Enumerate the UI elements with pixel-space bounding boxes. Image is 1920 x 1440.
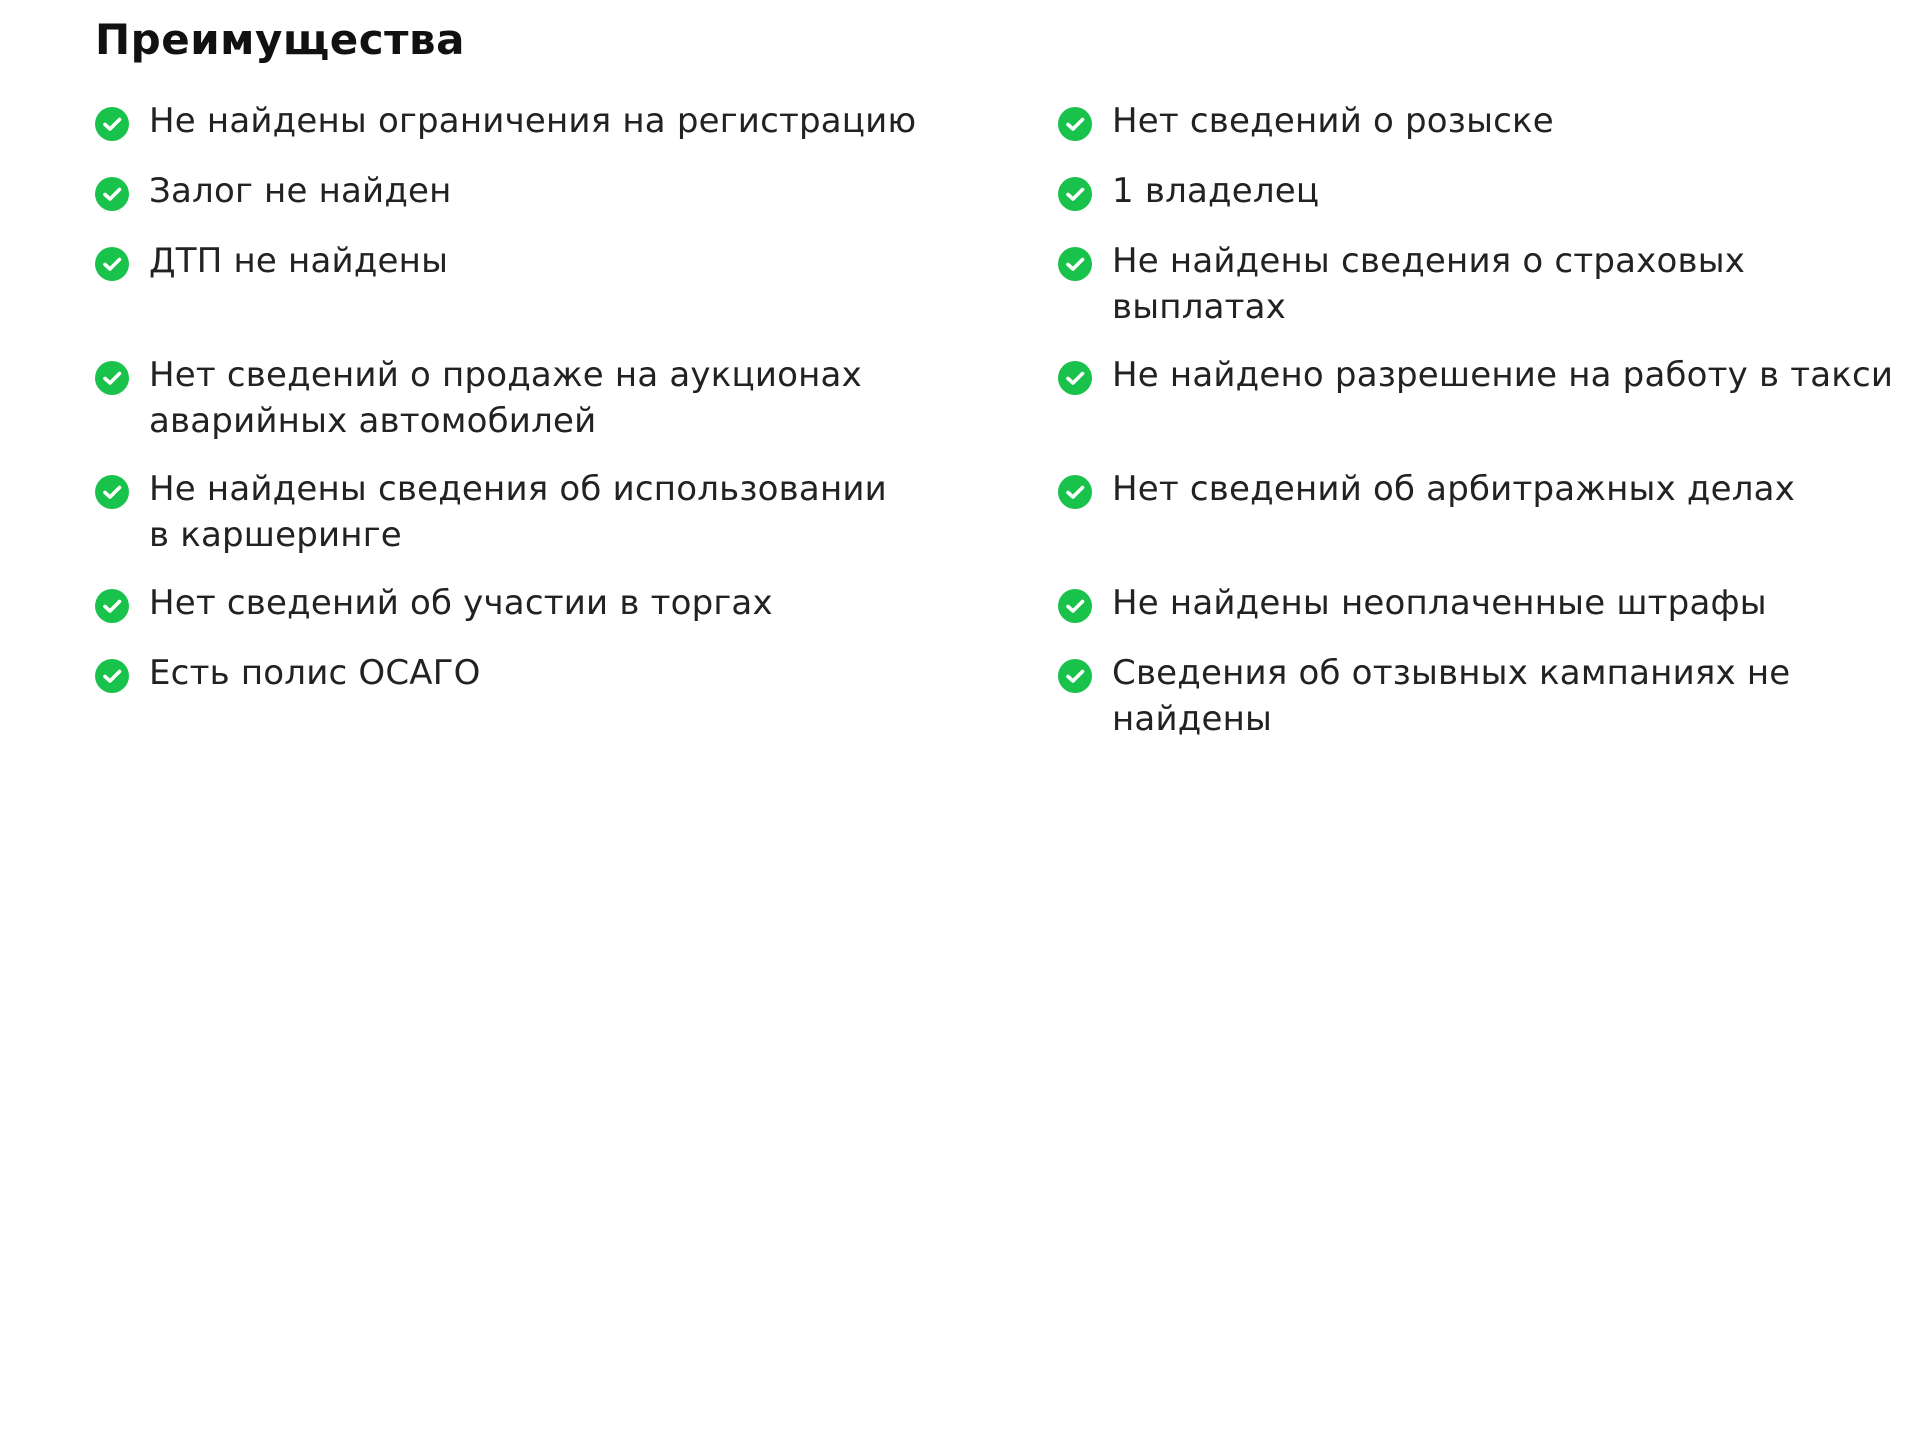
advantage-label: Сведения об отзывных кампаниях не найдены	[1112, 653, 1791, 739]
advantage-label: Нет сведений об участии в торгах	[149, 583, 773, 623]
advantages-section	[95, 14, 1920, 739]
advantage-label: Не найдены сведения о страховых выплатах	[1112, 241, 1746, 327]
advantage-item	[95, 580, 1058, 628]
advantage-item	[95, 238, 1058, 330]
advantage-item	[95, 98, 1058, 146]
advantage-item	[1058, 580, 1920, 628]
advantage-label: ДТП не найдены	[149, 241, 449, 281]
advantage-label: Есть полис ОСАГО	[149, 653, 481, 693]
advantage-item	[1058, 466, 1920, 558]
check-circle-icon	[95, 475, 129, 509]
advantage-label: Залог не найден	[149, 171, 452, 211]
advantage-label: 1 владелец	[1112, 171, 1320, 211]
check-circle-icon	[1058, 177, 1092, 211]
advantage-item	[95, 168, 1058, 216]
check-circle-icon	[1058, 247, 1092, 281]
section-title: Преимущества	[95, 15, 465, 64]
advantage-item	[1058, 98, 1920, 146]
advantage-label: Не найдены неоплаченные штрафы	[1112, 583, 1767, 623]
check-circle-icon	[1058, 589, 1092, 623]
advantage-item	[95, 352, 1058, 444]
check-circle-icon	[95, 659, 129, 693]
check-circle-icon	[1058, 659, 1092, 693]
check-circle-icon	[95, 177, 129, 211]
check-circle-icon	[1058, 475, 1092, 509]
advantage-label: Не найдены сведения об использовании в каршеринге	[149, 469, 887, 555]
advantage-item	[95, 650, 1058, 742]
check-circle-icon	[95, 589, 129, 623]
check-circle-icon	[95, 361, 129, 395]
check-circle-icon	[1058, 107, 1092, 141]
advantages-grid	[95, 98, 1920, 764]
advantage-item	[1058, 352, 1920, 444]
check-circle-icon	[95, 247, 129, 281]
check-circle-icon	[95, 107, 129, 141]
advantage-item	[1058, 238, 1920, 330]
advantage-label: Не найдено разрешение на работу в такси	[1112, 355, 1894, 395]
check-circle-icon	[1058, 361, 1092, 395]
advantage-label: Нет сведений о розыске	[1112, 101, 1554, 141]
advantage-label: Не найдены ограничения на регистрацию	[149, 101, 917, 141]
advantage-item	[1058, 650, 1920, 742]
advantage-item	[1058, 168, 1920, 216]
advantage-item	[95, 466, 1058, 558]
advantage-label: Нет сведений о продаже на аукционах аварийных автомобилей	[149, 355, 862, 441]
advantage-label: Нет сведений об арбитражных делах	[1112, 469, 1796, 509]
